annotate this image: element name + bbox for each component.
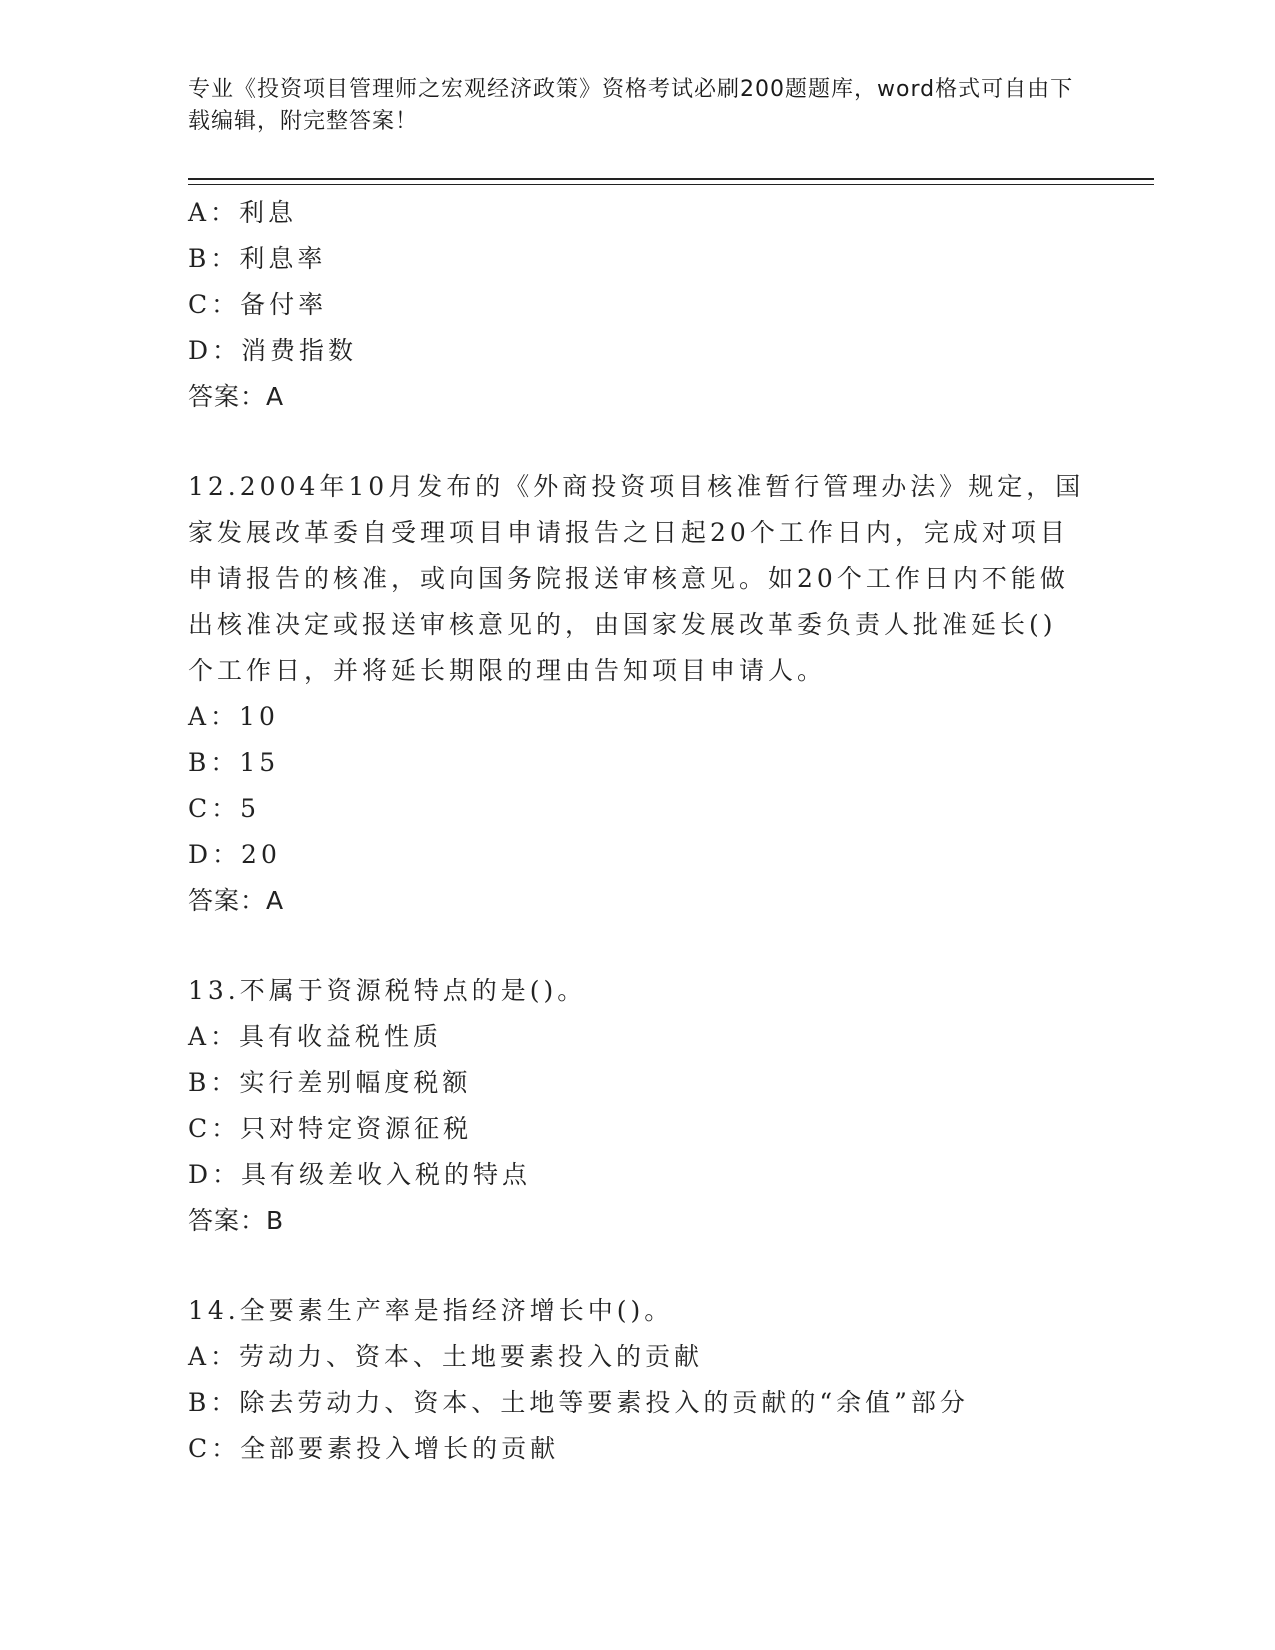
option-a: A：10 — [188, 702, 279, 731]
option-c: C：只对特定资源征税 — [188, 1114, 473, 1143]
option-b: B：15 — [188, 748, 280, 777]
answer: 答案：B — [188, 1206, 285, 1235]
document-header: 专业《投资项目管理师之宏观经济政策》资格考试必刷200题题库，word格式可自由下载编辑，附完整答案！ — [188, 77, 1074, 134]
question-stem-line: 家发展改革委自受理项目申请报告之日起20个工作日内，完成对项目 — [188, 518, 1069, 547]
question-block — [188, 190, 1088, 420]
option-b: B：除去劳动力、资本、土地等要素投入的贡献的“余值”部分 — [188, 1388, 969, 1417]
option-b: B：实行差别幅度税额 — [188, 1068, 472, 1097]
question-stem-line: 出核准决定或报送审核意见的，由国家发展改革委负责人批准延长() — [188, 610, 1057, 639]
option-a: A：具有收益税性质 — [188, 1022, 443, 1051]
question-stem-line: 12.2004年10月发布的《外商投资项目核准暂行管理办法》规定，国 — [188, 472, 1085, 501]
option-b: B：利息率 — [188, 244, 327, 273]
question-list — [188, 190, 1088, 1472]
answer: 答案：A — [188, 382, 285, 411]
option-d: D：20 — [188, 840, 281, 869]
option-c: C：5 — [188, 794, 261, 823]
question-block — [188, 968, 1088, 1244]
option-a: A：劳动力、资本、土地要素投入的贡献 — [188, 1342, 704, 1371]
answer: 答案：A — [188, 886, 285, 915]
option-c: C：全部要素投入增长的贡献 — [188, 1434, 560, 1463]
question-stem-line: 申请报告的核准，或向国务院报送审核意见。如20个工作日内不能做 — [188, 564, 1069, 593]
question-stem-line: 个工作日，并将延长期限的理由告知项目申请人。 — [188, 656, 827, 685]
option-d: D：消费指数 — [188, 336, 358, 365]
question-stem-line: 14.全要素生产率是指经济增长中()。 — [188, 1296, 674, 1325]
question-block — [188, 1288, 1088, 1472]
option-a: A：利息 — [188, 198, 298, 227]
option-d: D：具有级差收入税的特点 — [188, 1160, 532, 1189]
question-stem-line: 13.不属于资源税特点的是()。 — [188, 976, 587, 1005]
option-c: C：备付率 — [188, 290, 328, 319]
question-block — [188, 464, 1088, 924]
header-divider — [188, 178, 1154, 185]
